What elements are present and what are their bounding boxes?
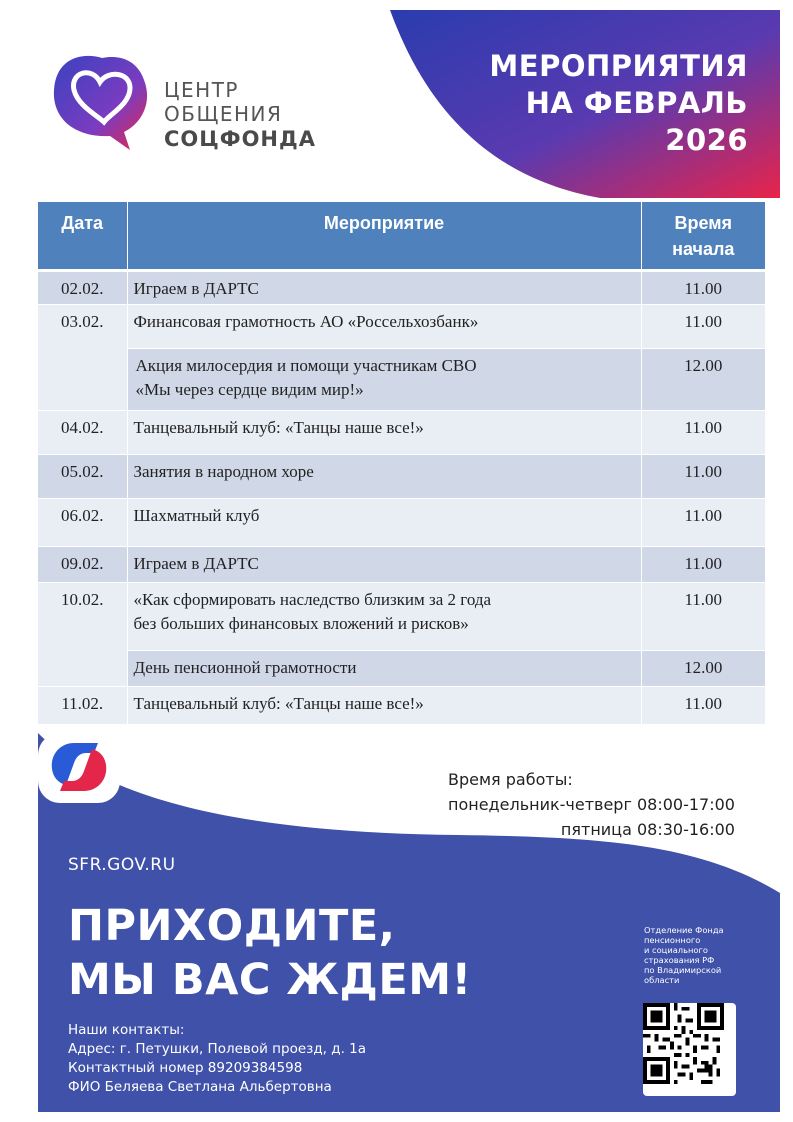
table-row: [38, 410, 765, 454]
row-date: 03.02.: [38, 304, 127, 410]
working-hours: [448, 767, 735, 842]
row-event: Играем в ДАРТС: [127, 270, 641, 304]
org-line-6: области: [644, 975, 680, 985]
row-event-line-1: «Как сформировать наследство близким за 2 года: [133, 589, 492, 609]
header-date: Дата: [38, 202, 127, 270]
logo-text: [164, 78, 316, 152]
org-line-2: пенсионного: [644, 935, 701, 945]
hours-label: Время работы:: [448, 770, 573, 789]
row-time: 11.00: [641, 686, 765, 724]
sfr-caption: [644, 925, 744, 985]
row-time: 11.00: [641, 454, 765, 498]
row-event: День пенсионной грамотности: [127, 650, 641, 686]
contacts-title: Наши контакты:: [68, 1022, 185, 1038]
row-event: Танцевальный клуб: «Танцы наше все!»: [127, 410, 641, 454]
row-time: 11.00: [641, 304, 765, 348]
events-table: [38, 202, 765, 725]
row-date: 06.02.: [38, 498, 127, 546]
org-line-5: по Владимирской: [644, 965, 722, 975]
table-row: [38, 348, 765, 410]
qr-code-icon[interactable]: [643, 1003, 736, 1096]
slogan-line-1: ПРИХОДИТЕ,: [68, 901, 396, 951]
row-time: 12.00: [641, 650, 765, 686]
row-event: [127, 348, 641, 410]
row-time: 11.00: [641, 410, 765, 454]
row-event: [127, 582, 641, 650]
table-row: [38, 650, 765, 686]
website-link[interactable]: SFR.GOV.RU: [68, 855, 176, 875]
row-event-line-2: без больших финансовых вложений и рисков»: [133, 613, 469, 633]
org-line-3: и социального: [644, 945, 708, 955]
header-time-line-1: Время: [674, 213, 733, 233]
table-row: [38, 546, 765, 582]
row-date: 05.02.: [38, 454, 127, 498]
row-date: 10.02.: [38, 582, 127, 686]
row-time: 11.00: [641, 270, 765, 304]
row-date: 09.02.: [38, 546, 127, 582]
table-row: [38, 304, 765, 348]
row-event: Играем в ДАРТС: [127, 546, 641, 582]
row-event: Танцевальный клуб: «Танцы наше все!»: [127, 686, 641, 724]
header-banner: [390, 10, 780, 198]
title-line-1: МЕРОПРИЯТИЯ: [489, 49, 748, 83]
row-event: Финансовая грамотность АО «Россельхозбанк»: [127, 304, 641, 348]
org-line-4: страхования РФ: [644, 955, 715, 965]
title-line-2: НА ФЕВРАЛЬ: [525, 86, 748, 120]
slogan: [68, 899, 472, 1007]
row-time: 11.00: [641, 498, 765, 546]
row-date: 11.02.: [38, 686, 127, 724]
contacts-phone: Контактный номер 89209384598: [68, 1060, 303, 1076]
table-row: [38, 270, 765, 304]
footer-panel: [38, 733, 780, 1112]
title-line-3: 2026: [665, 123, 748, 157]
table-row: [38, 454, 765, 498]
hours-weekdays: понедельник-четверг 08:00-17:00: [448, 795, 735, 814]
contacts-person: ФИО Беляева Светлана Альбертовна: [68, 1079, 332, 1095]
table-row: [38, 498, 765, 546]
header-time-line-2: начала: [672, 239, 735, 259]
center-logo: [52, 50, 332, 160]
row-event-line-2: «Мы через сердце видим мир!»: [135, 379, 364, 399]
row-date: 04.02.: [38, 410, 127, 454]
row-event: Шахматный клуб: [127, 498, 641, 546]
header-event: Мероприятие: [127, 202, 641, 270]
contacts-address: Адрес: г. Петушки, Полевой проезд, д. 1а: [68, 1041, 367, 1057]
header-time: [641, 202, 765, 270]
row-event: Занятия в народном хоре: [127, 454, 641, 498]
sfr-logo-icon: [38, 733, 120, 803]
row-time: 12.00: [641, 348, 765, 410]
row-time: 11.00: [641, 546, 765, 582]
logo-line-1: ЦЕНТР: [164, 78, 239, 102]
contacts-block: [68, 1021, 366, 1097]
row-time: 11.00: [641, 582, 765, 650]
row-date: 02.02.: [38, 270, 127, 304]
slogan-line-2: МЫ ВАС ЖДЕМ!: [68, 955, 472, 1005]
hours-friday: пятница 08:30-16:00: [560, 820, 735, 839]
row-event-line-1: Акция милосердия и помощи участникам СВО: [135, 355, 477, 375]
table-row: [38, 582, 765, 650]
logo-line-3: СОЦФОНДА: [164, 127, 316, 151]
logo-line-2: ОБЩЕНИЯ: [164, 102, 283, 126]
table-row: [38, 686, 765, 724]
page-title: [489, 48, 748, 159]
table-header-row: [38, 202, 765, 270]
org-line-1: Отделение Фонда: [644, 925, 724, 935]
heart-speech-logo-icon: [52, 50, 152, 155]
